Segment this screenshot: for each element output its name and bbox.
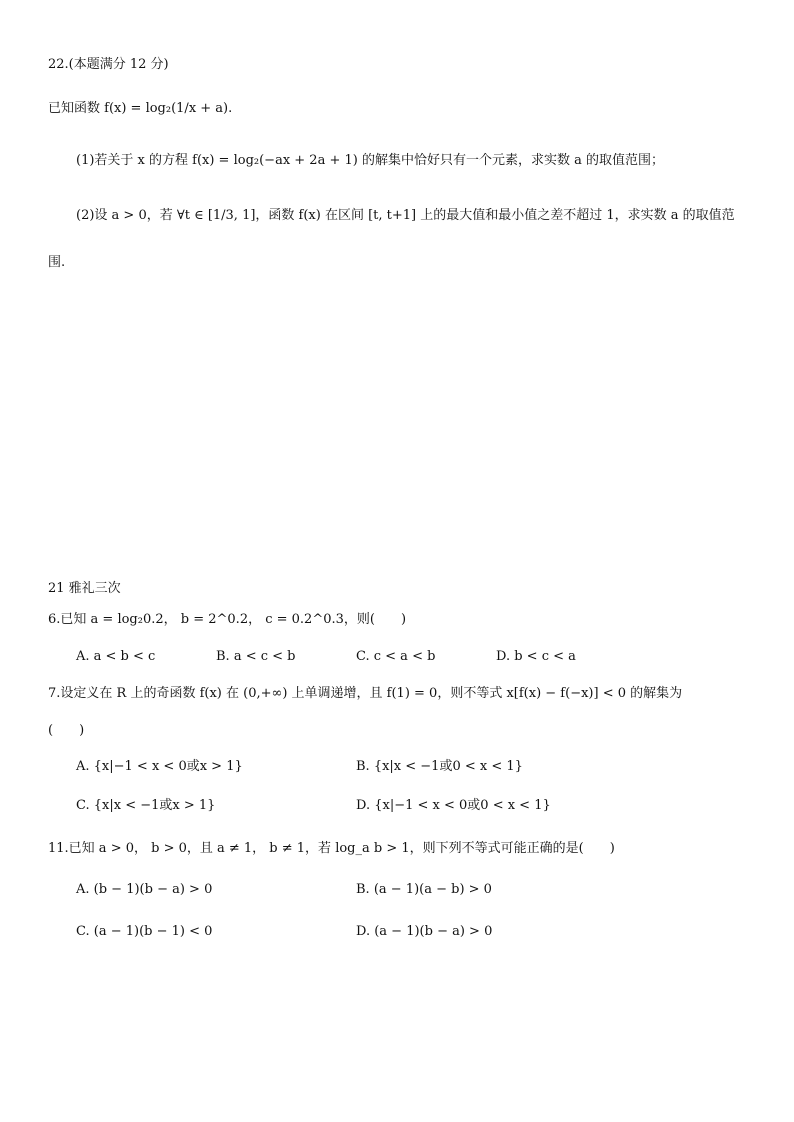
q22-stem: 已知函数 f(x) = log₂(1/x + a). xyxy=(48,101,233,116)
q11-stem: 11.已知 a > 0， b > 0，且 a ≠ 1， b ≠ 1，若 log_a b > 1，则下列不等式可能正确的是( ) xyxy=(48,841,615,856)
q7-option-d: D. {x|−1 < x < 0或0 < x < 1} xyxy=(356,798,551,813)
q7-stem: 7.设定义在 R 上的奇函数 f(x) 在 (0,+∞) 上单调递增，且 f(1) = 0，则不等式 x[f(x) − f(−x)] < 0 的解集为 xyxy=(48,686,683,701)
q11-option-b: B. (a − 1)(a − b) > 0 xyxy=(356,882,492,897)
q6-option-a: A. a < b < c xyxy=(76,649,156,664)
q22-header: 22.(本题满分 12 分) xyxy=(48,57,169,72)
q22-part2-line1: (2)设 a > 0，若 ∀t ∈ [1/3, 1]，函数 f(x) 在区间 [t, t+1] 上的最大值和最小值之差不超过 1，求实数 a 的取值范 xyxy=(76,208,735,223)
q6-option-d: D. b < c < a xyxy=(496,649,576,664)
q6-option-b: B. a < c < b xyxy=(216,649,296,664)
q7-paren: ( ) xyxy=(48,723,85,738)
q11-option-c: C. (a − 1)(b − 1) < 0 xyxy=(76,924,213,939)
q6-stem: 6.已知 a = log₂0.2， b = 2^0.2， c = 0.2^0.3，则( ) xyxy=(48,612,407,627)
q22-part2-line2: 围. xyxy=(48,255,66,270)
q7-option-a: A. {x|−1 < x < 0或x > 1} xyxy=(76,759,243,774)
q22-part1: (1)若关于 x 的方程 f(x) = log₂(−ax + 2a + 1) 的解集中恰好只有一个元素，求实数 a 的取值范围； xyxy=(76,153,664,168)
q7-option-c: C. {x|x < −1或x > 1} xyxy=(76,798,216,813)
q11-option-a: A. (b − 1)(b − a) > 0 xyxy=(76,882,213,897)
q11-option-d: D. (a − 1)(b − a) > 0 xyxy=(356,924,493,939)
q6-option-c: C. c < a < b xyxy=(356,649,436,664)
q7-option-b: B. {x|x < −1或0 < x < 1} xyxy=(356,759,523,774)
section-label: 21 雅礼三次 xyxy=(48,581,121,596)
